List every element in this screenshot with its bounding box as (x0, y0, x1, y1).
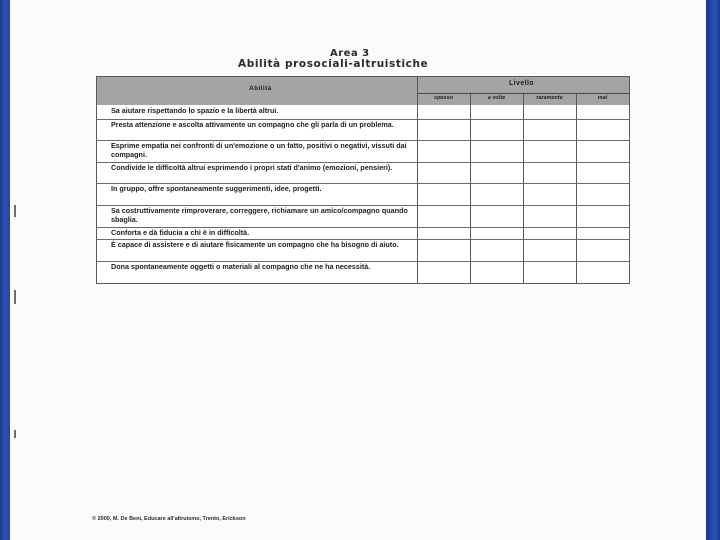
copyright-footer: © 2000, M. De Beni, Educare all'altruismo, Trento, Erickson (92, 516, 246, 522)
scan-edge-mark (14, 205, 16, 217)
column-divider (523, 93, 524, 283)
table-header (97, 77, 629, 105)
level-option: mai (597, 95, 608, 101)
table-row: Esprime empatia nei confronti di un'emozione o un fatto, positivi o negativi, vissuti dai compagni. (111, 141, 407, 159)
header-divider (417, 93, 629, 94)
level-option: raramente (536, 95, 563, 101)
column-divider (576, 93, 577, 283)
area-title: Area 3 (330, 48, 370, 59)
scan-edge-mark (14, 290, 16, 304)
table-row: In gruppo, offre spontaneamente suggerimenti, idee, progetti. (111, 184, 322, 193)
scanned-page (10, 0, 706, 540)
column-divider (470, 93, 471, 283)
table-row: Presta attenzione e ascolta attivamente un compagno che gli parla di un problema. (111, 120, 394, 129)
table-row: Dona spontaneamente oggetti o materiali al compagno che ne ha necessità. (111, 262, 371, 271)
header-level: Livello (509, 80, 534, 87)
table-row: Conforta e dà fiducia a chi è in difficoltà. (111, 228, 250, 237)
scan-edge-mark (14, 430, 16, 438)
table-row: Sa aiutare rispettando lo spazio e la libertà altrui. (111, 106, 279, 115)
skills-table (96, 76, 630, 284)
level-option: spesso (434, 95, 453, 101)
section-title: Abilità prosociali-altruistiche (238, 58, 429, 70)
table-row: Condivide le difficoltà altrui esprimendo i propri stati d'animo (emozioni, pensieri). (111, 163, 393, 172)
level-option: a volte (487, 95, 506, 101)
table-row: Sa costruttivamente rimproverare, correggere, richiamare un amico/compagno quando sbaglia. (111, 206, 408, 224)
table-row: È capace di assistere e di aiutare fisicamente un compagno che ha bisogno di aiuto. (111, 240, 399, 249)
header-skill: Abilità (249, 85, 272, 92)
column-divider (417, 77, 418, 283)
